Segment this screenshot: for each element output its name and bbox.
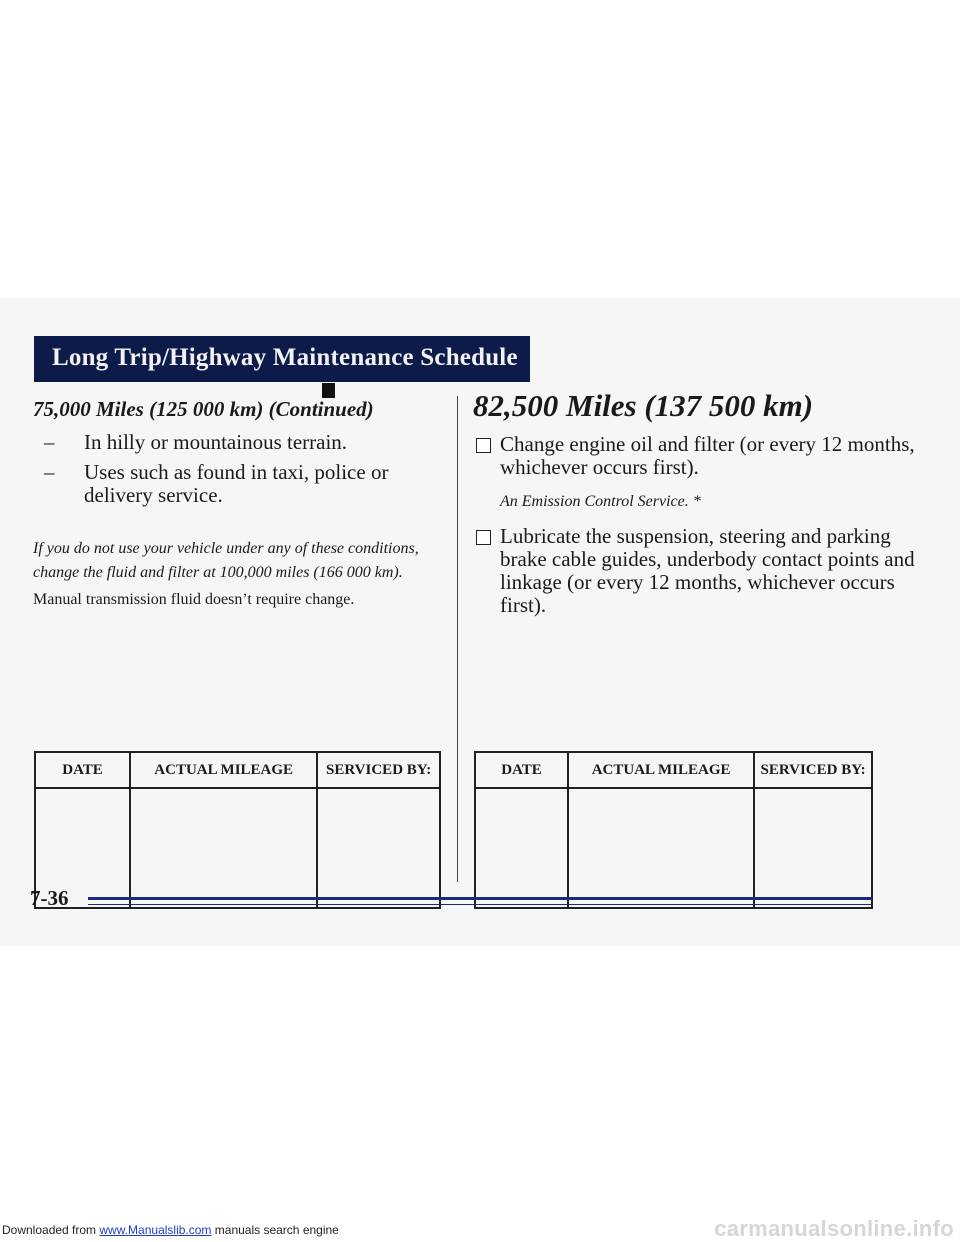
download-footer bbox=[2, 1223, 339, 1237]
section-title: Long Trip/Highway Maintenance Schedule bbox=[52, 344, 518, 371]
manual-transmission-note: Manual transmission fluid doesn’t require change. bbox=[33, 591, 355, 608]
checkbox[interactable] bbox=[476, 438, 491, 453]
column-divider bbox=[457, 396, 458, 882]
serviced-by-cell[interactable] bbox=[317, 788, 440, 908]
service-checklist bbox=[476, 433, 936, 617]
footer-prefix: Downloaded from bbox=[2, 1223, 100, 1237]
watermark: carmanualsonline.info bbox=[714, 1216, 954, 1241]
list-item bbox=[44, 431, 444, 454]
serviced-by-column-header: SERVICED BY: bbox=[317, 752, 440, 788]
manualslib-link[interactable]: www.Manualslib.com bbox=[99, 1223, 212, 1237]
fluid-change-note: If you do not use your vehicle under any of these conditions, change the fluid and filter at 100,000 miles (166 000 km). bbox=[33, 540, 419, 581]
date-column-header: DATE bbox=[475, 752, 568, 788]
serviced-by-cell[interactable] bbox=[754, 788, 872, 908]
footer-suffix: manuals search engine bbox=[211, 1223, 339, 1237]
service-record-table-left bbox=[34, 751, 441, 909]
checklist-item-text: Lubricate the suspension, steering and parking brake cable guides, underbody contact points and linkage (or every 12 months, whichever occurs first). bbox=[500, 524, 915, 617]
dash-bullet: – bbox=[44, 430, 55, 454]
date-column-header: DATE bbox=[35, 752, 130, 788]
checklist-item-text: Change engine oil and filter (or every 12 months, whichever occurs first). bbox=[500, 432, 915, 479]
dash-bullet: – bbox=[44, 460, 55, 484]
condition-list bbox=[44, 431, 444, 514]
date-cell[interactable] bbox=[475, 788, 568, 908]
checkbox[interactable] bbox=[476, 530, 491, 545]
list-item-text: Uses such as found in taxi, police or delivery service. bbox=[84, 460, 389, 507]
mileage-cell[interactable] bbox=[568, 788, 754, 908]
right-heading: 82,500 Miles (137 500 km) bbox=[473, 388, 814, 423]
serviced-by-column-header: SERVICED BY: bbox=[754, 752, 872, 788]
footer-rule bbox=[88, 897, 872, 900]
mileage-column-header: ACTUAL MILEAGE bbox=[568, 752, 754, 788]
service-record-table-right bbox=[474, 751, 873, 909]
page-number: 7-36 bbox=[30, 886, 69, 910]
list-item bbox=[44, 461, 444, 507]
emission-service-note: An Emission Control Service. * bbox=[500, 493, 701, 510]
checklist-item bbox=[476, 525, 936, 617]
left-heading: 75,000 Miles (125 000 km) (Continued) bbox=[33, 397, 374, 421]
mileage-cell[interactable] bbox=[130, 788, 317, 908]
mileage-column-header: ACTUAL MILEAGE bbox=[130, 752, 317, 788]
list-item-text: In hilly or mountainous terrain. bbox=[84, 430, 348, 454]
footer-rule-thin bbox=[88, 904, 872, 905]
checklist-item bbox=[476, 433, 936, 479]
